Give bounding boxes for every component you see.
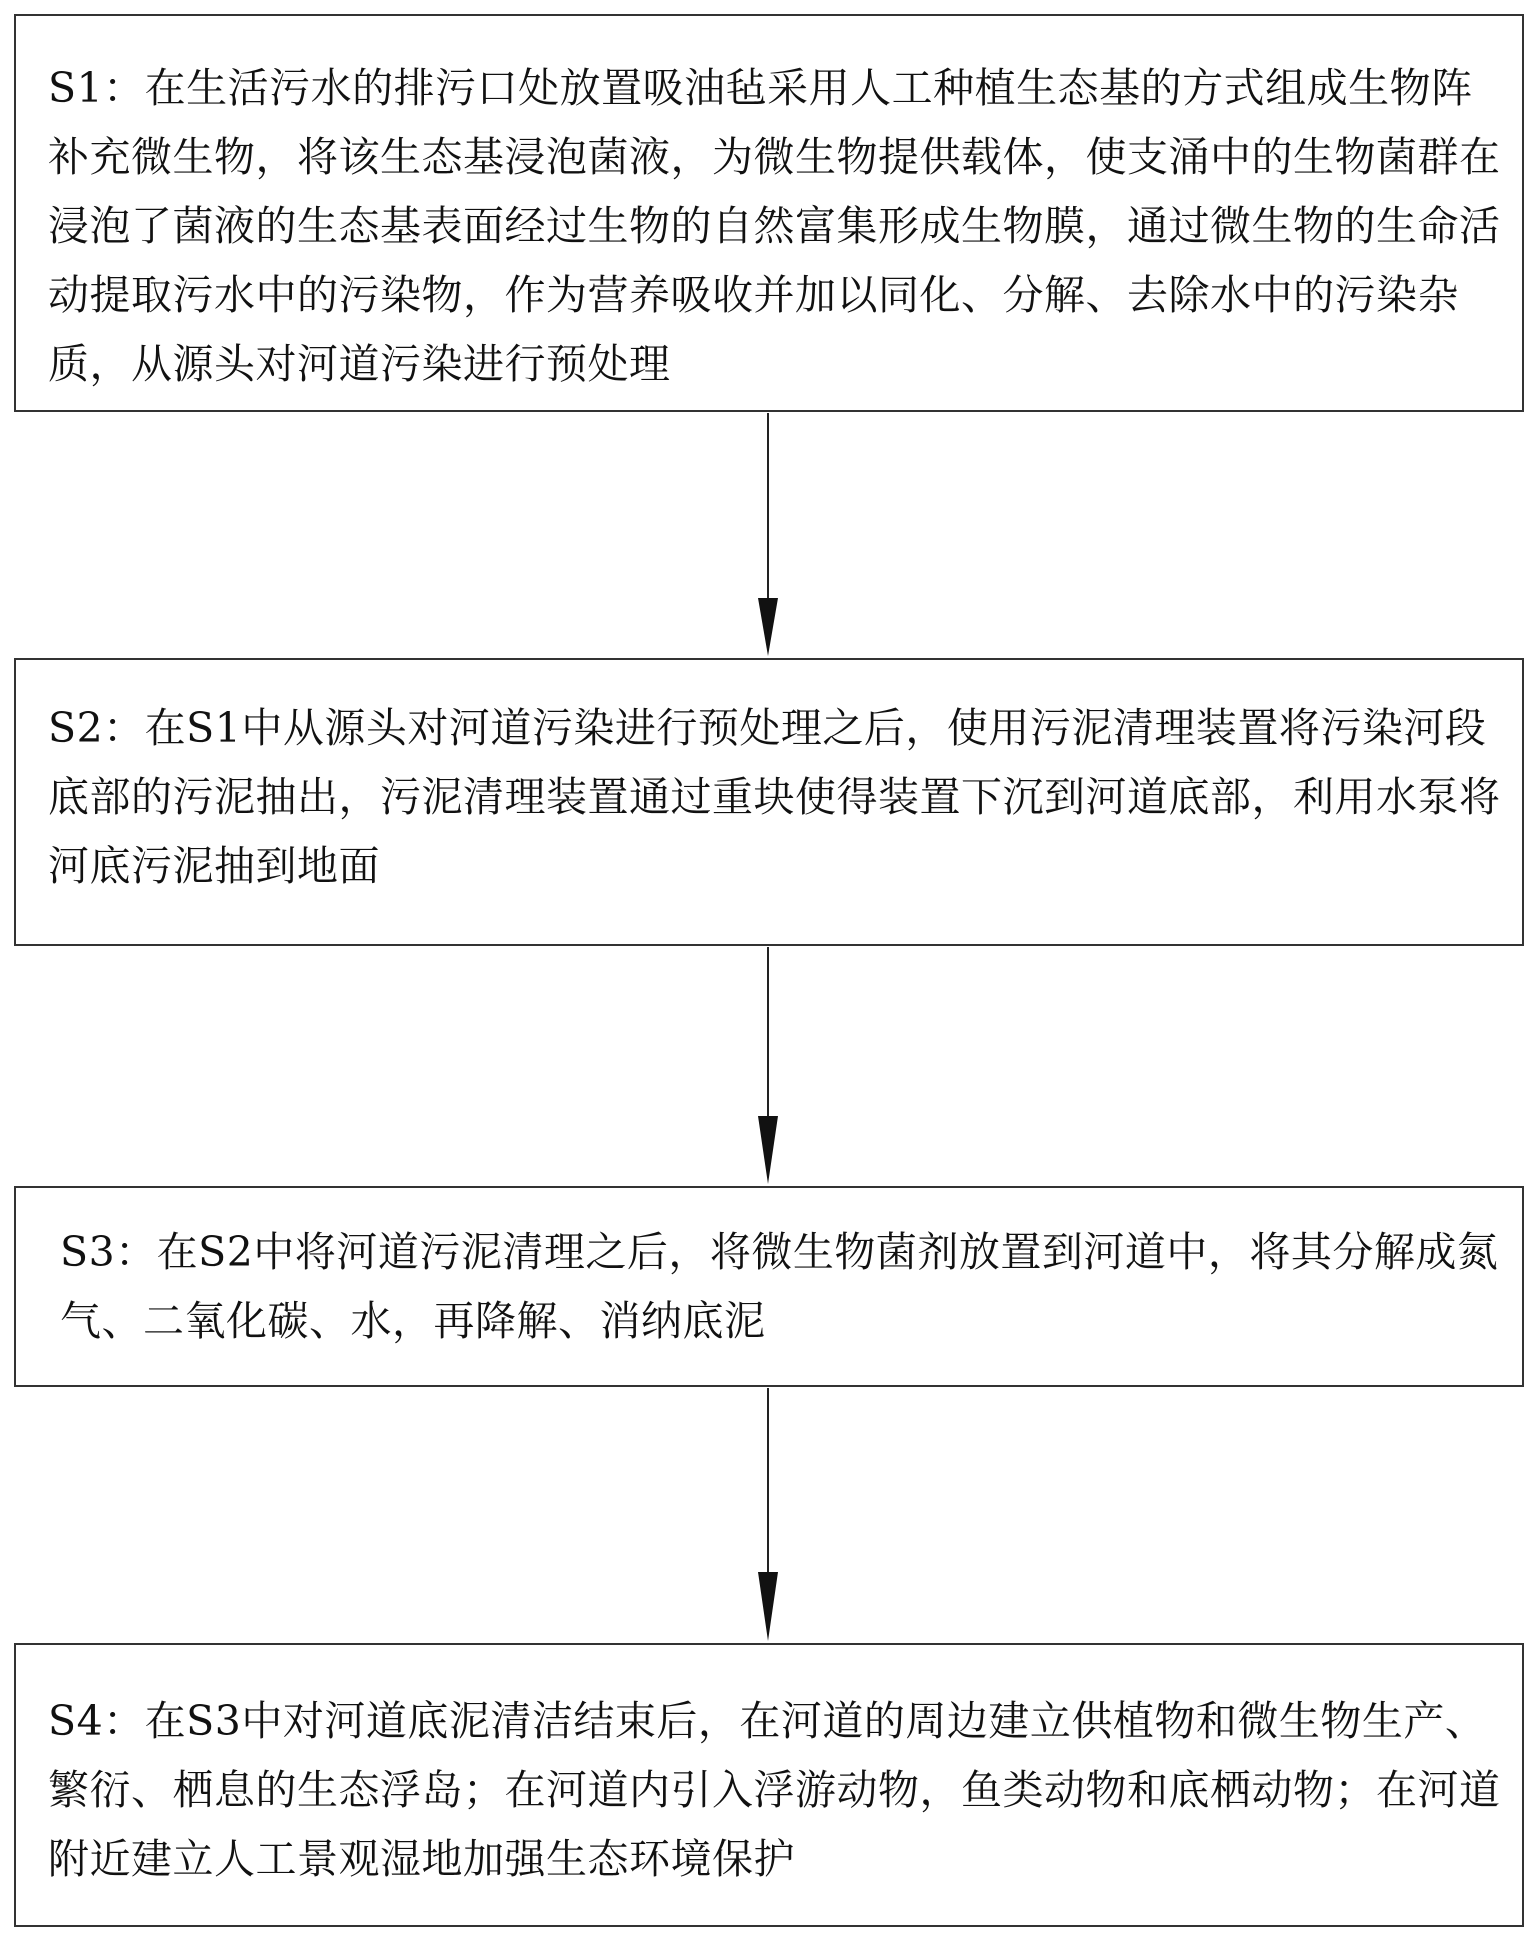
step-s1-box [14, 14, 1524, 412]
arrow-s2-to-s3 [758, 947, 778, 1184]
step-s4-box [14, 1643, 1524, 1927]
step-s2-box [14, 658, 1524, 946]
step-s2-text: S2：在S1中从源头对河道污染进行预处理之后，使用污泥清理装置将污染河段底部的污泥抽出，污泥清理装置通过重块使得装置下沉到河道底部，利用水泵将河底污泥抽到地面 [48, 704, 1501, 890]
step-s3-text: S3：在S2中将河道污泥清理之后，将微生物菌剂放置到河道中，将其分解成氮气、二氧化碳、水，再降解、消纳底泥 [60, 1228, 1499, 1345]
step-s4-text: S4：在S3中对河道底泥清洁结束后，在河道的周边建立供植物和微生物生产、繁衍、栖息的生态浮岛；在河道内引入浮游动物，鱼类动物和底栖动物；在河道附近建立人工景观湿地加强生态环境保护 [48, 1697, 1501, 1883]
arrow-head-icon [758, 598, 778, 656]
step-s3-box [14, 1186, 1524, 1387]
arrow-s3-to-s4 [758, 1388, 778, 1641]
arrow-head-icon [758, 1572, 778, 1641]
arrow-head-icon [758, 1116, 778, 1184]
arrow-s1-to-s2 [758, 413, 778, 656]
step-s1-text: S1：在生活污水的排污口处放置吸油毡采用人工种植生态基的方式组成生物阵补充微生物，将该生态基浸泡菌液，为微生物提供载体，使支涌中的生物菌群在浸泡了菌液的生态基表面经过生物的自然富集形成生物膜，通过微生物的生命活动提取污水中的污染物，作为营养吸收并加以同化、分解、去除水中的污染杂质，从源头对河道污染进行预处理 [48, 64, 1501, 388]
